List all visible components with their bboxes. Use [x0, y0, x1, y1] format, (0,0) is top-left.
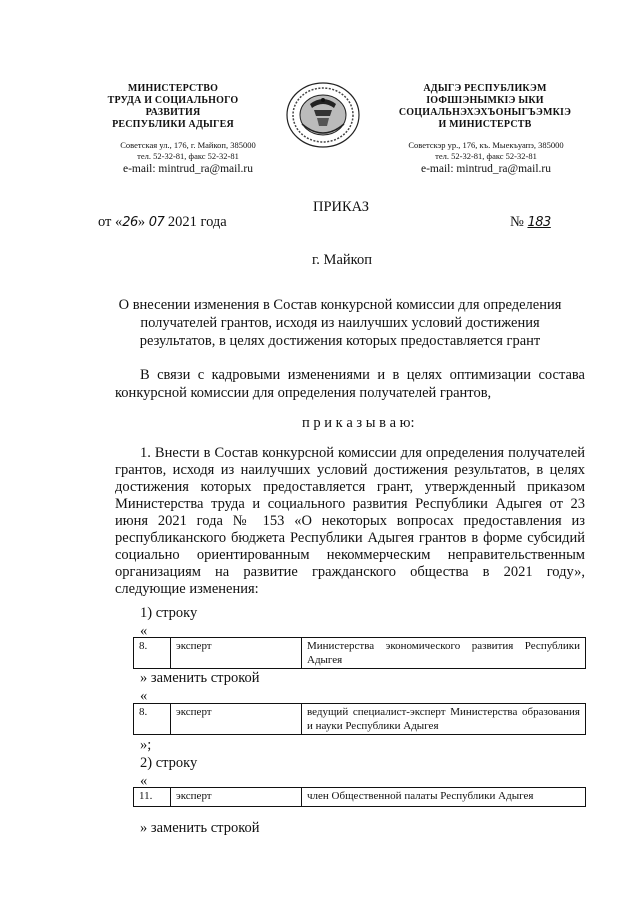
ministry-name-ady-line: И МИНИСТЕРСТВ — [438, 119, 532, 130]
ministry-name-ru-line: ТРУДА И СОЦИАЛЬНОГО — [107, 95, 239, 106]
table-row — [134, 638, 586, 669]
ministry-name-ady-line: СОЦИАЛЬНЭХЭХЪОНЫГЪЭМКІЭ — [398, 107, 572, 118]
table-old-row-11 — [133, 787, 586, 807]
doc-type: ПРИКАЗ — [313, 199, 370, 215]
address-ady: Советскэр ур., 176, къ. Мыекъуапэ, 385000 — [408, 140, 564, 150]
ministry-name-ady-line: ІОФШІЭНЫМКІЭ ЫКИ — [426, 95, 544, 106]
date-day: 26 — [122, 215, 138, 230]
table-old-row-8 — [133, 637, 586, 669]
ministry-name-ru-line: МИНИСТЕРСТВО — [127, 83, 219, 94]
cell-org: ведущий специалист-эксперт Министерства образования и науки Республики Адыгея — [302, 704, 586, 735]
header-left — [88, 83, 258, 131]
date-month: 07 — [148, 215, 165, 230]
table-row — [134, 788, 586, 807]
cell-num: 8. — [134, 704, 171, 735]
order-title — [90, 296, 590, 350]
order-number — [510, 214, 551, 231]
cell-org: член Общественной палаты Республики Адыгея — [302, 788, 586, 807]
email-ru[interactable]: e-mail: mintrud_ra@mail.ru — [122, 163, 254, 175]
header-right — [385, 83, 585, 131]
open-quote: « — [140, 773, 148, 789]
cell-num: 11. — [134, 788, 171, 807]
ministry-name-ru-line: РЕСПУБЛИКИ АДЫГЕЯ — [112, 119, 234, 130]
number-prefix: № — [510, 214, 528, 230]
table-new-row-8 — [133, 703, 586, 735]
date-suffix: 2021 года — [164, 214, 227, 230]
header-right-contacts — [380, 140, 592, 176]
item-1: 1. Внести в Состав конкурсной комиссии для определения получателей грантов, исходя из наилучших условий достижения результатов, в целях достижения которых предоставляется грант, утвержденный приказом Министерства труда и социального развития Республики Адыгея от 23 июня 2021 года № 153 «О некоторых вопросах предоставления из республиканского бюджета Республики Адыгея грантов в форме субсидий социально ориентированным некоммерческим неправительственным организациям на развитие гражданского общества в 2021 году», следующие изменения: — [115, 445, 585, 597]
email-ady[interactable]: e-mail: mintrud_ra@mail.ru — [420, 163, 552, 175]
number-value: 183 — [527, 215, 551, 230]
cell-role: эксперт — [171, 638, 302, 669]
address-ru: Советская ул., 176, г. Майкоп, 385000 — [120, 140, 256, 150]
preamble: В связи с кадровыми изменениями и в целях оптимизации состава конкурсной комиссии для определения получателей грантов, — [115, 367, 585, 401]
title-line: получателей грантов, исходя из наилучших условий достижения — [140, 315, 540, 331]
open-quote: « — [140, 623, 148, 639]
order-word: п р и к а з ы в а ю: — [302, 415, 415, 431]
phone-ru: тел. 52-32-81, факс 52-32-81 — [137, 151, 239, 161]
sub-item-2: 2) строку — [140, 755, 198, 771]
date-mid: » — [137, 214, 149, 230]
open-quote: « — [140, 688, 148, 704]
ministry-name-ru-line: РАЗВИТИЯ — [145, 107, 201, 118]
cell-org: Министерства экономического развития Республики Адыгея — [302, 638, 586, 669]
replace-with: » заменить строкой — [140, 820, 260, 836]
date-prefix: от « — [98, 214, 123, 230]
coat-of-arms-emblem — [284, 80, 362, 150]
order-date — [98, 214, 227, 231]
replace-with: » заменить строкой — [140, 670, 260, 686]
title-line: результатов, в целях достижения которых предоставляется грант — [139, 333, 541, 349]
cell-role: эксперт — [171, 704, 302, 735]
phone-ady: тел. 52-32-81, факс 52-32-81 — [435, 151, 537, 161]
cell-num: 8. — [134, 638, 171, 669]
header-left-contacts — [88, 140, 288, 176]
close-quote: »; — [140, 737, 152, 753]
cell-role: эксперт — [171, 788, 302, 807]
city: г. Майкоп — [312, 252, 372, 268]
title-line: О внесении изменения в Состав конкурсной комиссии для определения — [118, 297, 562, 313]
ministry-name-ady-line: АДЫГЭ РЕСПУБЛИКЭМ — [423, 83, 547, 94]
table-row — [134, 704, 586, 735]
sub-item-1: 1) строку — [140, 605, 198, 621]
